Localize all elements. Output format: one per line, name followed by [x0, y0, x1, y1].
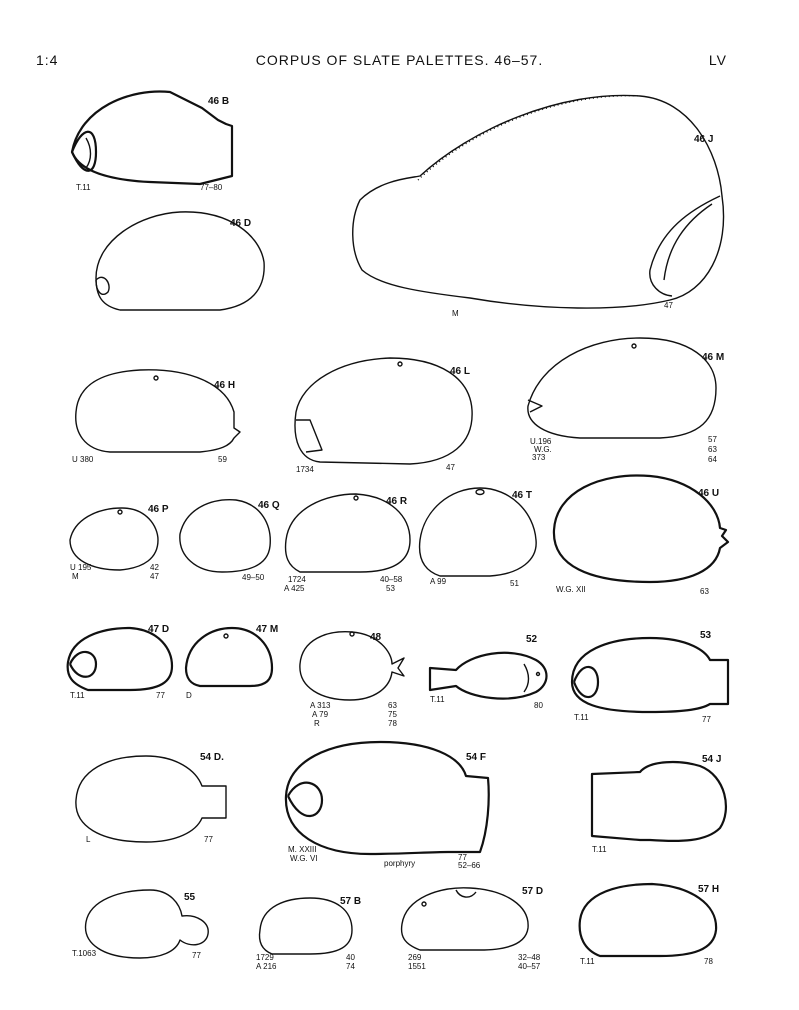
label-46h: 46 H — [214, 380, 236, 391]
label-47m: 47 M — [256, 624, 279, 635]
svg-text:1729: 1729 — [256, 953, 274, 962]
palette-54f — [286, 742, 489, 870]
svg-text:T.1063: T.1063 — [72, 949, 97, 958]
svg-text:L: L — [86, 835, 91, 844]
palette-48 — [300, 632, 404, 728]
svg-text:42: 42 — [150, 563, 159, 572]
svg-text:47: 47 — [664, 301, 673, 310]
svg-text:63: 63 — [700, 587, 709, 596]
palette-55 — [72, 890, 208, 960]
palette-46b — [72, 92, 232, 193]
svg-text:47: 47 — [150, 572, 159, 581]
svg-text:77–80: 77–80 — [200, 183, 223, 192]
plate-title: CORPUS OF SLATE PALETTES. 46–57. — [255, 52, 544, 68]
palette-57b — [256, 896, 361, 971]
svg-text:1724: 1724 — [288, 575, 306, 584]
svg-text:40: 40 — [346, 953, 355, 962]
svg-text:M: M — [72, 572, 79, 581]
svg-text:49–50: 49–50 — [242, 573, 265, 582]
label-46p: 46 P — [148, 504, 169, 515]
palette-46p — [70, 504, 169, 581]
svg-text:57: 57 — [708, 435, 717, 444]
svg-text:R: R — [314, 719, 320, 728]
label-46u: 46 U — [698, 488, 720, 499]
label-57b: 57 B — [340, 896, 362, 907]
svg-text:77: 77 — [458, 853, 467, 862]
label-46m: 46 M — [702, 352, 725, 363]
svg-text:53: 53 — [386, 584, 395, 593]
label-46b: 46 B — [208, 96, 230, 107]
svg-text:1734: 1734 — [296, 465, 314, 474]
palette-52-fish — [430, 634, 547, 710]
label-46l: 46 L — [450, 366, 471, 377]
svg-text:75: 75 — [388, 710, 397, 719]
svg-text:40–57: 40–57 — [518, 962, 541, 971]
svg-text:373: 373 — [532, 453, 546, 462]
label-46j: 46 J — [694, 134, 714, 145]
label-46r: 46 R — [386, 496, 408, 507]
svg-text:51: 51 — [510, 579, 519, 588]
label-53: 53 — [700, 630, 712, 641]
label-47d: 47 D — [148, 624, 170, 635]
plate-number: LV — [708, 52, 727, 68]
label-55: 55 — [184, 892, 196, 903]
svg-text:63: 63 — [388, 701, 397, 710]
svg-text:52–66: 52–66 — [458, 861, 481, 870]
label-52: 52 — [526, 634, 538, 645]
svg-text:D: D — [186, 691, 192, 700]
palette-54d — [76, 752, 226, 844]
svg-text:porphyry: porphyry — [384, 859, 416, 868]
svg-text:1551: 1551 — [408, 962, 426, 971]
svg-text:A 99: A 99 — [430, 577, 447, 586]
svg-text:W.G. VI: W.G. VI — [290, 854, 318, 863]
palette-46r — [284, 494, 410, 593]
palette-46d — [96, 212, 264, 310]
svg-text:A 313: A 313 — [310, 701, 331, 710]
svg-text:77: 77 — [156, 691, 165, 700]
palette-46t — [420, 488, 537, 588]
svg-text:A 216: A 216 — [256, 962, 277, 971]
palette-46j — [353, 95, 724, 318]
svg-text:78: 78 — [388, 719, 397, 728]
palette-53-fish — [572, 630, 728, 724]
svg-text:80: 80 — [534, 701, 543, 710]
svg-text:M: M — [452, 309, 459, 318]
svg-text:T.11: T.11 — [580, 957, 595, 966]
svg-text:64: 64 — [708, 455, 717, 464]
label-54d: 54 D. — [200, 752, 224, 763]
label-57d: 57 D — [522, 886, 544, 897]
svg-text:T.11: T.11 — [592, 845, 607, 854]
palette-57d — [402, 886, 544, 971]
label-46t: 46 T — [512, 490, 533, 501]
svg-text:269: 269 — [408, 953, 422, 962]
label-54f: 54 F — [466, 752, 487, 763]
svg-text:59: 59 — [218, 455, 227, 464]
svg-text:78: 78 — [704, 957, 713, 966]
palette-46m — [528, 338, 724, 464]
palette-54j — [592, 754, 726, 854]
svg-text:U.196: U.196 — [530, 437, 552, 446]
palette-46u — [554, 475, 728, 596]
palette-47d — [68, 624, 172, 700]
svg-text:M. XXIII: M. XXIII — [288, 845, 317, 854]
palette-46l — [295, 358, 472, 474]
svg-text:A 79: A 79 — [312, 710, 329, 719]
svg-text:T.11: T.11 — [76, 183, 91, 192]
svg-text:T.11: T.11 — [430, 695, 445, 704]
svg-text:T.11: T.11 — [70, 691, 85, 700]
svg-text:74: 74 — [346, 962, 355, 971]
svg-text:47: 47 — [446, 463, 455, 472]
svg-text:U 195: U 195 — [70, 563, 92, 572]
svg-text:U 380: U 380 — [72, 455, 94, 464]
label-48: 48 — [370, 632, 382, 643]
label-57h: 57 H — [698, 884, 720, 895]
palette-46q — [180, 500, 280, 582]
label-46q: 46 Q — [258, 500, 280, 511]
label-46d: 46 D — [230, 218, 252, 229]
palette-46h — [72, 370, 240, 464]
svg-text:40–58: 40–58 — [380, 575, 403, 584]
svg-text:77: 77 — [192, 951, 201, 960]
palette-47m — [186, 624, 278, 700]
svg-text:T.11: T.11 — [574, 713, 589, 722]
svg-text:W.G. XII: W.G. XII — [556, 585, 586, 594]
label-54j: 54 J — [702, 754, 722, 765]
svg-text:A 425: A 425 — [284, 584, 305, 593]
svg-text:77: 77 — [204, 835, 213, 844]
svg-text:32–48: 32–48 — [518, 953, 541, 962]
svg-text:63: 63 — [708, 445, 717, 454]
palette-57h — [580, 884, 719, 966]
svg-text:W.G.: W.G. — [534, 445, 552, 454]
plate-scale: 1:4 — [36, 52, 59, 68]
svg-text:77: 77 — [702, 715, 711, 724]
